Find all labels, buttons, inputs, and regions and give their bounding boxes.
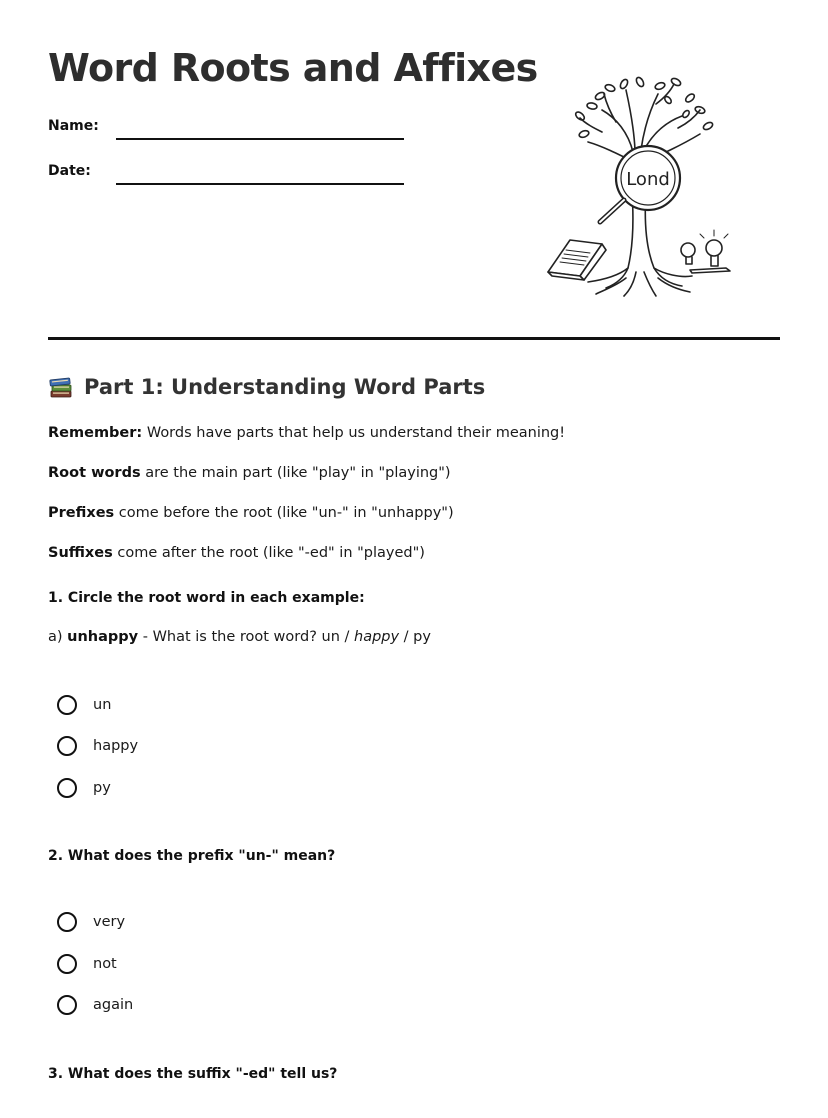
q1-option-un[interactable]: un: [57, 693, 111, 717]
suffixes-note: Suffixes come after the root (like "-ed" in "played"): [48, 545, 425, 561]
q2-option-very[interactable]: very: [57, 910, 125, 934]
section-divider: [48, 337, 780, 340]
radio-button[interactable]: [57, 736, 77, 756]
q1-option-py[interactable]: py: [57, 776, 111, 800]
radio-button[interactable]: [57, 912, 77, 932]
question-1: 1. Circle the root word in each example:: [48, 590, 365, 606]
illustration-label: Lond: [626, 169, 670, 190]
section-title: Part 1: Understanding Word Parts: [84, 375, 486, 399]
books-icon: [48, 374, 74, 400]
radio-button[interactable]: [57, 695, 77, 715]
name-label: Name:: [48, 118, 99, 134]
question-1a: a) unhappy - What is the root word? un / happy / py: [48, 629, 431, 645]
radio-button[interactable]: [57, 778, 77, 798]
q1-option-happy[interactable]: happy: [57, 734, 138, 758]
root-words-note: Root words are the main part (like "play" in "playing"): [48, 465, 451, 481]
prefixes-note: Prefixes come before the root (like "un-" in "unhappy"): [48, 505, 454, 521]
page-title: Word Roots and Affixes: [48, 46, 538, 90]
remember-note: Remember: Words have parts that help us understand their meaning!: [48, 425, 566, 441]
question-3: 3. What does the suffix "-ed" tell us?: [48, 1066, 338, 1082]
tree-magnifier-illustration: [540, 72, 740, 300]
q2-option-again[interactable]: again: [57, 993, 133, 1017]
q2-option-not[interactable]: not: [57, 952, 117, 976]
radio-button[interactable]: [57, 995, 77, 1015]
date-field[interactable]: [116, 183, 404, 185]
question-2: 2. What does the prefix "un-" mean?: [48, 848, 336, 864]
section-heading-part1: [48, 374, 485, 400]
name-field[interactable]: [116, 138, 404, 140]
date-label: Date:: [48, 163, 91, 179]
radio-button[interactable]: [57, 954, 77, 974]
